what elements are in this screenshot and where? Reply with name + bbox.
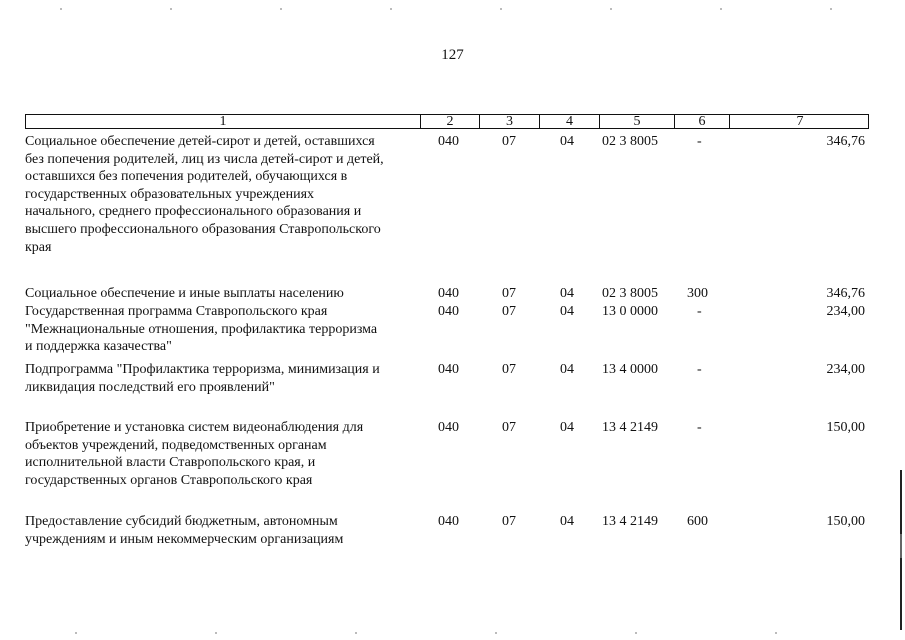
expense-type-code: - bbox=[697, 134, 702, 149]
description-line: государственных образовательных учреждениях bbox=[25, 186, 315, 202]
amount: 150,00 bbox=[826, 514, 865, 529]
target-article-code: 02 3 8005 bbox=[602, 134, 658, 149]
row-description bbox=[25, 419, 420, 489]
scan-noise-bottom bbox=[0, 632, 905, 634]
row-description bbox=[25, 133, 420, 256]
subsection-code: 04 bbox=[560, 420, 574, 435]
section-code: 07 bbox=[502, 286, 516, 301]
description-line: Государственная программа Ставропольского края bbox=[25, 304, 328, 319]
description-line: Приобретение и установка систем видеонаблюдения для bbox=[25, 420, 364, 435]
subsection-code: 04 bbox=[560, 304, 574, 319]
description-line: исполнительной власти Ставропольского края, и bbox=[25, 455, 316, 471]
subsection-code: 04 bbox=[560, 134, 574, 149]
row-description bbox=[25, 285, 420, 303]
header-col-2: 2 bbox=[421, 115, 480, 128]
expense-type-code: - bbox=[697, 420, 702, 435]
amount: 346,76 bbox=[826, 134, 865, 149]
amount: 234,00 bbox=[826, 362, 865, 377]
description-line: учреждениям и иным некоммерческим организациям bbox=[25, 531, 344, 547]
expense-type-code: - bbox=[697, 304, 702, 319]
section-code: 07 bbox=[502, 134, 516, 149]
row-description bbox=[25, 361, 420, 396]
description-line: Предоставление субсидий бюджетным, автономным bbox=[25, 514, 338, 529]
target-article-code: 13 4 0000 bbox=[602, 362, 658, 377]
ministry-code: 040 bbox=[438, 514, 459, 529]
description-line: края bbox=[25, 239, 52, 255]
ministry-code: 040 bbox=[438, 362, 459, 377]
row-description bbox=[25, 513, 420, 548]
amount: 346,76 bbox=[826, 286, 865, 301]
description-line: Подпрограмма "Профилактика терроризма, минимизация и bbox=[25, 362, 380, 377]
header-col-5: 5 bbox=[600, 115, 675, 128]
target-article-code: 13 0 0000 bbox=[602, 304, 658, 319]
subsection-code: 04 bbox=[560, 514, 574, 529]
table-header bbox=[25, 114, 869, 129]
amount: 234,00 bbox=[826, 304, 865, 319]
description-line: оставшихся без попечения родителей, обучающихся в bbox=[25, 169, 348, 185]
row-description bbox=[25, 303, 420, 356]
target-article-code: 02 3 8005 bbox=[602, 286, 658, 301]
description-line: "Межнациональные отношения, профилактика терроризма bbox=[25, 321, 378, 337]
description-line: ликвидация последствий его проявлений" bbox=[25, 379, 275, 395]
header-col-7: 7 bbox=[796, 114, 804, 129]
page-number: 127 bbox=[441, 47, 464, 63]
expense-type-code: - bbox=[697, 362, 702, 377]
description-line: объектов учреждений, подведомственных органам bbox=[25, 437, 327, 453]
description-line: без попечения родителей, лиц из числа детей-сирот и детей, bbox=[25, 151, 384, 167]
header-col-3: 3 bbox=[480, 115, 540, 128]
ministry-code: 040 bbox=[438, 286, 459, 301]
description-line: и поддержка казачества" bbox=[25, 339, 172, 355]
target-article-code: 13 4 2149 bbox=[602, 420, 658, 435]
description-line: Социальное обеспечение и иные выплаты населению bbox=[25, 286, 344, 301]
scan-edge-mark bbox=[900, 470, 902, 630]
ministry-code: 040 bbox=[438, 304, 459, 319]
header-col-4: 4 bbox=[540, 115, 600, 128]
subsection-code: 04 bbox=[560, 362, 574, 377]
description-line: государственных органов Ставропольского края bbox=[25, 472, 313, 488]
description-line: высшего профессионального образования Ставропольского bbox=[25, 221, 381, 237]
expense-type-code: 300 bbox=[687, 286, 708, 301]
target-article-code: 13 4 2149 bbox=[602, 514, 658, 529]
expense-type-code: 600 bbox=[687, 514, 708, 529]
section-code: 07 bbox=[502, 362, 516, 377]
description-line: начального, среднего профессионального образования и bbox=[25, 204, 362, 220]
subsection-code: 04 bbox=[560, 286, 574, 301]
section-code: 07 bbox=[502, 514, 516, 529]
section-code: 07 bbox=[502, 304, 516, 319]
scan-noise-top bbox=[0, 8, 905, 10]
ministry-code: 040 bbox=[438, 134, 459, 149]
description-line: Социальное обеспечение детей-сирот и детей, оставшихся bbox=[25, 134, 375, 149]
header-col-6: 6 bbox=[675, 115, 730, 128]
header-col-1: 1 bbox=[26, 115, 421, 128]
amount: 150,00 bbox=[826, 420, 865, 435]
section-code: 07 bbox=[502, 420, 516, 435]
ministry-code: 040 bbox=[438, 420, 459, 435]
